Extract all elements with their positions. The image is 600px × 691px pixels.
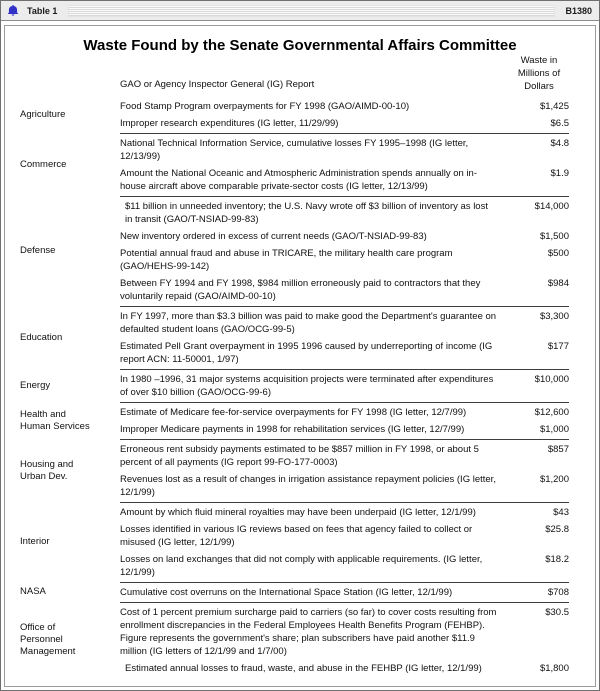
value-cell: $25.8 [545,524,569,535]
report-cell: Estimated Pell Grant overpayment in 1995 1996 caused by underreporting of income (IG report ACN: 11-50001, 1/97) [120,341,493,365]
table-panel [4,25,596,687]
value-cell: $4.8 [550,138,569,149]
report-cell: Losses on land exchanges that did not comply with applicable requirements. (IG letter, 12/1/99) [120,554,483,578]
value-cell: $14,000 [534,201,569,212]
agency-group [20,97,569,133]
table-row [120,165,569,195]
report-cell: Revenues lost as a result of changes in irrigation assistance repayment policies (IG letter, 12/1/99) [120,474,496,498]
report-cell: $11 billion in unneeded inventory; the U.S. Navy wrote off $3 billion of inventory as lost in transit (GAO/T-NSIAD-99-83) [125,201,488,225]
column-header-report: GAO or Agency Inspector General (IG) Report [120,79,315,90]
table-row [120,471,569,501]
table-row [120,584,569,601]
report-cell: Improper research expenditures (IG letter, 11/29/99) [120,118,339,129]
agency-group [20,196,569,306]
value-cell: $18.2 [545,554,569,565]
agency-items [120,196,569,306]
report-cell: Amount the National Oceanic and Atmospheric Administration spends annually on in-house aircraft above comparable private-sector costs (IG letter, 12/13/99) [120,168,477,192]
window-title: Table 1 [27,5,58,16]
page-title: Waste Found by the Senate Governmental Affairs Committee [83,37,517,54]
report-cell: Erroneous rent subsidy payments estimated to be $857 million in FY 1998, or about 5 percent of all payments (IG report 99-FO-177-0003) [120,444,479,468]
value-cell: $3,300 [539,311,569,322]
report-cell: Food Stamp Program overpayments for FY 1998 (GAO/AIMD-00-10) [120,101,410,112]
table-row [120,198,569,228]
report-cell: New inventory ordered in excess of current needs (GAO/T-NSIAD-99-83) [120,231,427,242]
agency-label: Health and Human Services [20,408,90,432]
value-cell: $12,600 [534,407,569,418]
value-cell: $1.9 [550,168,569,179]
agency-label: Defense [20,245,56,256]
agency-cell [20,196,120,306]
agency-label: Office of Personnel Management [20,622,76,657]
agency-group [20,439,569,502]
agency-items [120,582,569,602]
agency-cell [20,402,120,439]
table-row [120,275,569,305]
table-row [120,660,569,677]
agency-items [120,402,569,439]
agency-group [20,402,569,439]
table-row [120,441,569,471]
agency-label: Energy [20,379,51,391]
report-cell: Estimated annual losses to fraud, waste, and abuse in the FEHBP (IG letter, 12/1/99) [125,663,482,674]
agency-label: Agriculture [20,109,66,120]
table-row [120,551,569,581]
agency-items [120,502,569,582]
value-cell: $857 [547,444,569,455]
report-cell: Between FY 1994 and FY 1998, $984 million erroneously paid to contractors that they voluntarily repaid (GAO/AIMD-00-10) [120,278,481,302]
agency-label: Interior [20,536,50,547]
agency-cell [20,306,120,369]
value-cell: $1,425 [539,101,569,112]
agency-cell [20,582,120,602]
agency-group [20,502,569,582]
table-row [120,371,569,401]
agency-label: Commerce [20,158,67,170]
report-cell: In 1980 –1996, 31 major systems acquisition projects were terminated after expenditures of over $10 billion (GAO/OCG-99-6) [120,374,494,398]
value-cell: $1,200 [539,474,569,485]
report-cell: Estimate of Medicare fee-for-service overpayments for FY 1998 (IG letter, 12/7/99) [120,407,467,418]
table-row [120,308,569,338]
value-cell: $43 [553,507,569,518]
agency-group [20,602,569,678]
value-cell: $30.5 [545,607,569,618]
bell-icon [6,4,20,18]
table-row [120,98,569,115]
table-header-row [20,54,569,93]
agency-items [120,369,569,402]
table-row [120,115,569,132]
value-cell: $500 [547,248,569,259]
report-cell: Amount by which fluid mineral royalties may have been underpaid (IG letter, 12/1/99) [120,507,476,518]
agency-items [120,133,569,196]
agency-label: NASA [20,586,46,597]
agency-cell [20,369,120,402]
agency-label: Housing and Urban Dev. [20,458,74,482]
table-row [120,135,569,165]
table-row [120,604,569,660]
agency-items [120,602,569,678]
report-cell: National Technical Information Service, cumulative losses FY 1995–1998 (IG letter, 12/13/99) [120,138,469,162]
report-cell: Potential annual fraud and abuse in TRICARE, the military health care program (GAO/HEHS-99-142) [120,248,453,272]
agency-group [20,306,569,369]
agency-cell [20,97,120,133]
report-cell: Improper Medicare payments in 1998 for rehabilitation services (IG letter, 12/7/99) [120,424,465,435]
agency-group [20,582,569,602]
agency-cell [20,502,120,582]
window-titlebar[interactable] [1,1,599,21]
table-row [120,245,569,275]
agency-cell [20,439,120,502]
table-row [120,521,569,551]
agency-group [20,133,569,196]
value-cell: $10,000 [534,374,569,385]
value-cell: $1,000 [539,424,569,435]
table-body [5,97,595,678]
report-cell: Cumulative cost overruns on the International Space Station (IG letter, 12/1/99) [120,587,453,598]
report-cell: Cost of 1 percent premium surcharge paid to carriers (so far) to cover costs resulting from enrollment discrepancies in the Federal Employees Health Benefits Program (FEHBP). Figure represents the government's share; plan subscribers have paid another $11.9 million (IG letters of 12/1/99 and 1/7/00) [120,607,497,657]
table-row [120,504,569,521]
value-cell: $984 [547,278,569,289]
value-cell: $708 [547,587,569,598]
value-cell: $1,500 [539,231,569,242]
value-cell: $1,800 [539,663,569,674]
table-row [120,338,569,368]
value-cell: $6.5 [550,118,569,129]
table-row [120,404,569,421]
titlebar-stripes [68,5,555,17]
table-row [120,228,569,245]
report-cell: In FY 1997, more than $3.3 billion was paid to make good the Department's guarantee on defaulted student loans (GAO/OCG-99-5) [120,311,497,335]
window-badge: B1380 [565,5,592,16]
agency-items [120,439,569,502]
agency-cell [20,602,120,678]
agency-items [120,306,569,369]
agency-items [120,97,569,133]
column-header-value: Waste in Millions of Dollars [517,55,561,92]
report-cell: Losses identified in various IG reviews based on fees that agency failed to collect or misused (IG letter, 12/1/99) [120,524,473,548]
value-cell: $177 [547,341,569,352]
agency-cell [20,133,120,196]
table-row [120,421,569,438]
agency-group [20,369,569,402]
agency-label: Education [20,331,63,343]
